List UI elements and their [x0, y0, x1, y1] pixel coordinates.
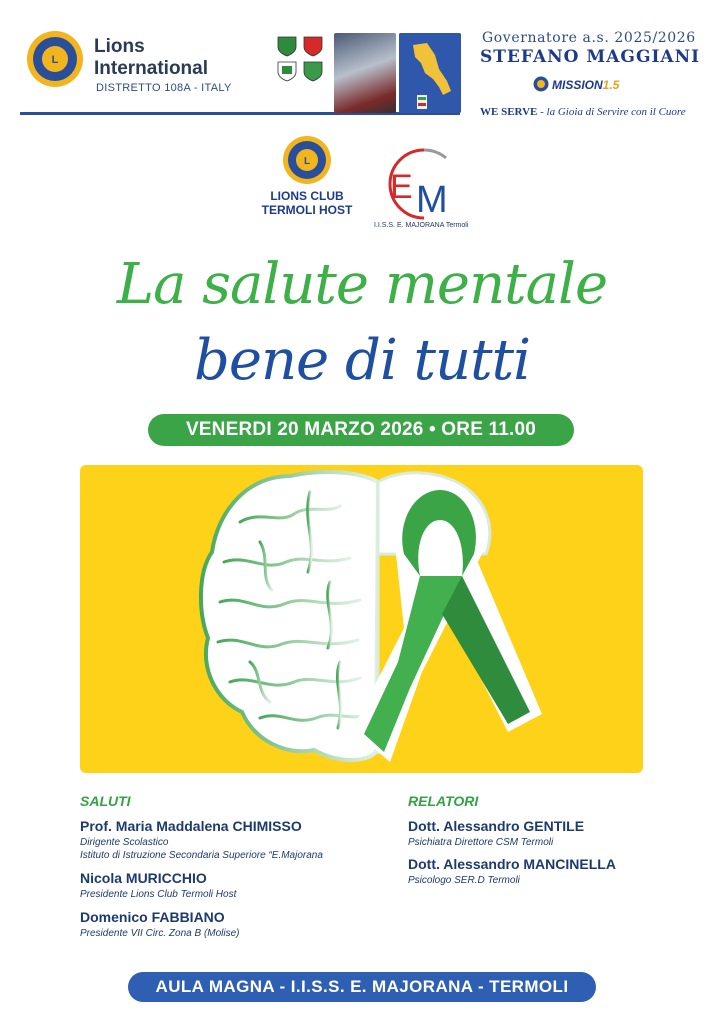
title-line2: bene di tutti [193, 328, 531, 393]
club-name [243, 189, 371, 217]
speaker-entry [80, 909, 240, 940]
speaker-name: Domenico FABBIANO [80, 909, 225, 925]
brand-line2: International [94, 58, 209, 79]
speaker-entry [80, 818, 323, 862]
brand-name [94, 36, 208, 80]
mission-suffix: 1.5 [602, 78, 620, 92]
brain-ribbon-illustration [190, 462, 550, 778]
saluti-heading: SALUTI [80, 793, 131, 809]
speaker-name: Dott. Alessandro MANCINELLA [408, 856, 616, 872]
speaker-role: Psichiatra Direttore CSM Termoli [408, 837, 554, 848]
motto-line [480, 106, 686, 118]
school-caption: I.I.S.S. E. MAJORANA Termoli [374, 222, 469, 229]
speaker-entry [80, 870, 236, 901]
italy-map-image [399, 33, 461, 113]
relatori-heading: RELATORI [408, 793, 479, 809]
mission-logo [533, 76, 619, 92]
governor-label: Governatore a.s. 2025/2026 [482, 30, 696, 46]
title-line1: La salute mentale [116, 252, 608, 317]
club-line1: LIONS CLUB [270, 189, 344, 203]
speaker-name: Prof. Maria Maddalena CHIMISSO [80, 818, 302, 834]
venue-banner: AULA MAGNA - I.I.S.S. E. MAJORANA - TERMOLI [128, 972, 596, 1002]
club-line2: TERMOLI HOST [261, 203, 353, 217]
speaker-role-detail: Istituto di Istruzione Secondaria Superiore “E.Majorana [80, 850, 323, 861]
lions-club-emblem-icon [282, 135, 332, 185]
brand-line1: Lions [94, 36, 145, 57]
speaker-role: Dirigente Scolastico [80, 837, 169, 848]
mission-logo-icon [533, 76, 549, 92]
motto-text: - la Gioia di Servire con il Cuore [537, 106, 686, 118]
speaker-entry [408, 856, 616, 887]
governor-name: STEFANO MAGGIANI [480, 47, 701, 67]
svg-text:E: E [390, 168, 413, 206]
svg-text:L: L [51, 54, 59, 66]
speaker-role: Psicologo SER.D Termoli [408, 875, 520, 886]
governor-photo [334, 33, 396, 113]
regional-shields-icon [275, 34, 325, 84]
speaker-name: Dott. Alessandro GENTILE [408, 818, 585, 834]
svg-text:M: M [416, 179, 448, 221]
em-school-logo-icon [384, 146, 464, 222]
we-serve-label: WE SERVE [480, 106, 538, 118]
lions-emblem-icon [26, 30, 84, 88]
date-banner: VENERDI 20 MARZO 2026 • ORE 11.00 [148, 414, 574, 446]
svg-text:L: L [303, 156, 311, 167]
speaker-name: Nicola MURICCHIO [80, 870, 207, 886]
speaker-role: Presidente VII Circ. Zona B (Molise) [80, 928, 240, 939]
district-label: DISTRETTO 108A - ITALY [96, 82, 232, 94]
speaker-entry [408, 818, 584, 849]
mission-prefix: MISSION [552, 78, 603, 92]
speaker-role: Presidente Lions Club Termoli Host [80, 889, 237, 900]
